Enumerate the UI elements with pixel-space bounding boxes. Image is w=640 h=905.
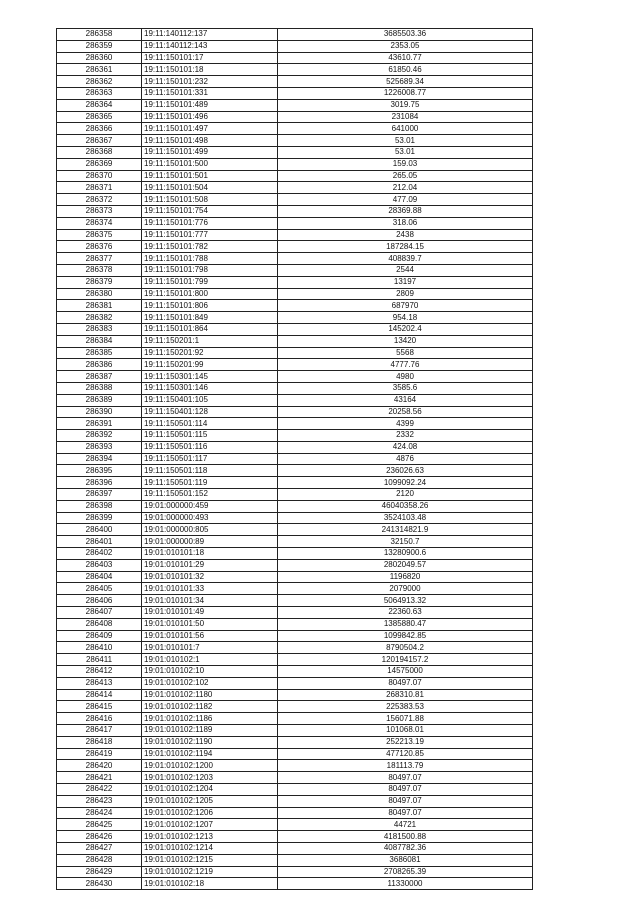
table-row [57, 359, 533, 371]
cadastral-code-cell: 19:01:010102:1207 [142, 819, 278, 831]
cadastral-code-cell: 19:11:150201:92 [142, 347, 278, 359]
value-cell: 1099842.85 [278, 630, 533, 642]
record-id-cell: 286410 [57, 642, 142, 654]
record-id-cell: 286370 [57, 170, 142, 182]
value-cell: 53.01 [278, 146, 533, 158]
table-row [57, 229, 533, 241]
cadastral-code-cell: 19:11:150101:798 [142, 264, 278, 276]
cadastral-code-cell: 19:01:010102:1194 [142, 748, 278, 760]
cadastral-code-cell: 19:11:150101:782 [142, 241, 278, 253]
table-row [57, 666, 533, 678]
cadastral-code-cell: 19:11:150501:115 [142, 430, 278, 442]
value-cell: 1385880.47 [278, 618, 533, 630]
table-row [57, 217, 533, 229]
cadastral-code-cell: 19:11:150501:114 [142, 418, 278, 430]
value-cell: 1099092.24 [278, 477, 533, 489]
value-cell: 2708265.39 [278, 866, 533, 878]
cadastral-code-cell: 19:11:150101:498 [142, 135, 278, 147]
cadastral-code-cell: 19:01:010101:50 [142, 618, 278, 630]
cadastral-code-cell: 19:01:010102:1205 [142, 795, 278, 807]
table-row [57, 276, 533, 288]
table-row [57, 748, 533, 760]
value-cell: 4980 [278, 371, 533, 383]
cadastral-code-cell: 19:01:010101:7 [142, 642, 278, 654]
cadastral-code-cell: 19:11:150101:776 [142, 217, 278, 229]
cadastral-code-cell: 19:01:010102:102 [142, 677, 278, 689]
cadastral-code-cell: 19:11:150101:232 [142, 76, 278, 88]
table-row [57, 312, 533, 324]
cadastral-code-cell: 19:01:010102:1204 [142, 784, 278, 796]
record-id-cell: 286401 [57, 536, 142, 548]
value-cell: 32150.7 [278, 536, 533, 548]
value-cell: 80497.07 [278, 677, 533, 689]
cadastral-code-cell: 19:11:150501:119 [142, 477, 278, 489]
table-row [57, 406, 533, 418]
value-cell: 2079000 [278, 583, 533, 595]
table-row [57, 205, 533, 217]
cadastral-code-cell: 19:01:010102:1182 [142, 701, 278, 713]
value-cell: 22360.63 [278, 607, 533, 619]
record-id-cell: 286403 [57, 559, 142, 571]
record-id-cell: 286408 [57, 618, 142, 630]
record-id-cell: 286358 [57, 29, 142, 41]
record-id-cell: 286398 [57, 500, 142, 512]
table-row [57, 866, 533, 878]
table-row [57, 689, 533, 701]
record-id-cell: 286385 [57, 347, 142, 359]
table-row [57, 40, 533, 52]
value-cell: 236026.63 [278, 465, 533, 477]
table-row [57, 64, 533, 76]
table-row [57, 158, 533, 170]
cadastral-code-cell: 19:01:010101:29 [142, 559, 278, 571]
table-row [57, 430, 533, 442]
value-cell: 156071.88 [278, 713, 533, 725]
value-cell: 3585.6 [278, 382, 533, 394]
record-id-cell: 286416 [57, 713, 142, 725]
table-row [57, 642, 533, 654]
record-id-cell: 286367 [57, 135, 142, 147]
cadastral-code-cell: 19:11:150301:145 [142, 371, 278, 383]
value-cell: 5568 [278, 347, 533, 359]
record-id-cell: 286407 [57, 607, 142, 619]
table-row [57, 87, 533, 99]
record-id-cell: 286426 [57, 831, 142, 843]
value-cell: 44721 [278, 819, 533, 831]
table-row [57, 878, 533, 890]
table-row [57, 135, 533, 147]
cadastral-code-cell: 19:11:150101:497 [142, 123, 278, 135]
table-row [57, 441, 533, 453]
cadastral-code-cell: 19:01:010102:1186 [142, 713, 278, 725]
cadastral-code-cell: 19:11:150101:806 [142, 300, 278, 312]
table-row [57, 583, 533, 595]
table-row [57, 559, 533, 571]
table-row [57, 807, 533, 819]
table-row [57, 453, 533, 465]
table-row [57, 500, 533, 512]
value-cell: 4876 [278, 453, 533, 465]
value-cell: 231084 [278, 111, 533, 123]
cadastral-code-cell: 19:01:010102:1200 [142, 760, 278, 772]
table-row [57, 524, 533, 536]
value-cell: 5064913.32 [278, 595, 533, 607]
cadastral-code-cell: 19:01:010101:18 [142, 548, 278, 560]
record-id-cell: 286422 [57, 784, 142, 796]
value-cell: 265.05 [278, 170, 533, 182]
record-id-cell: 286424 [57, 807, 142, 819]
cadastral-code-cell: 19:11:150101:500 [142, 158, 278, 170]
record-id-cell: 286393 [57, 441, 142, 453]
cadastral-code-cell: 19:11:150401:128 [142, 406, 278, 418]
value-cell: 159.03 [278, 158, 533, 170]
value-cell: 241314821.9 [278, 524, 533, 536]
value-cell: 61850.46 [278, 64, 533, 76]
table-row [57, 618, 533, 630]
record-id-cell: 286423 [57, 795, 142, 807]
cadastral-code-cell: 19:11:150501:118 [142, 465, 278, 477]
cadastral-code-cell: 19:01:010102:1215 [142, 854, 278, 866]
value-cell: 14575000 [278, 666, 533, 678]
table-row [57, 477, 533, 489]
value-cell: 641000 [278, 123, 533, 135]
cadastral-code-cell: 19:11:150101:331 [142, 87, 278, 99]
record-id-cell: 286386 [57, 359, 142, 371]
cadastral-code-cell: 19:11:150301:146 [142, 382, 278, 394]
record-id-cell: 286368 [57, 146, 142, 158]
cadastral-code-cell: 19:11:150101:499 [142, 146, 278, 158]
record-id-cell: 286371 [57, 182, 142, 194]
value-cell: 2438 [278, 229, 533, 241]
table-row [57, 76, 533, 88]
table-row [57, 264, 533, 276]
value-cell: 145202.4 [278, 323, 533, 335]
table-row [57, 713, 533, 725]
value-cell: 2809 [278, 288, 533, 300]
value-cell: 13420 [278, 335, 533, 347]
table-row [57, 123, 533, 135]
value-cell: 954.18 [278, 312, 533, 324]
record-id-cell: 286377 [57, 253, 142, 265]
value-cell: 268310.81 [278, 689, 533, 701]
value-cell: 4181500.88 [278, 831, 533, 843]
table-row [57, 29, 533, 41]
value-cell: 2544 [278, 264, 533, 276]
table-row [57, 323, 533, 335]
value-cell: 2120 [278, 489, 533, 501]
record-id-cell: 286413 [57, 677, 142, 689]
record-id-cell: 286365 [57, 111, 142, 123]
table-row [57, 288, 533, 300]
record-id-cell: 286419 [57, 748, 142, 760]
cadastral-code-cell: 19:11:150101:800 [142, 288, 278, 300]
table-row [57, 760, 533, 772]
record-id-cell: 286375 [57, 229, 142, 241]
record-id-cell: 286396 [57, 477, 142, 489]
record-id-cell: 286390 [57, 406, 142, 418]
record-id-cell: 286394 [57, 453, 142, 465]
record-id-cell: 286372 [57, 194, 142, 206]
value-cell: 80497.07 [278, 772, 533, 784]
record-id-cell: 286397 [57, 489, 142, 501]
record-id-cell: 286395 [57, 465, 142, 477]
record-id-cell: 286391 [57, 418, 142, 430]
table-row [57, 382, 533, 394]
cadastral-code-cell: 19:11:150101:849 [142, 312, 278, 324]
cadastral-code-cell: 19:11:150501:152 [142, 489, 278, 501]
cadastral-code-cell: 19:01:010102:1 [142, 654, 278, 666]
value-cell: 181113.79 [278, 760, 533, 772]
value-cell: 1226008.77 [278, 87, 533, 99]
cadastral-code-cell: 19:11:150501:116 [142, 441, 278, 453]
table-row [57, 595, 533, 607]
table-row [57, 772, 533, 784]
cadastral-code-cell: 19:11:140112:143 [142, 40, 278, 52]
record-id-cell: 286414 [57, 689, 142, 701]
record-id-cell: 286378 [57, 264, 142, 276]
cadastral-code-cell: 19:11:150101:496 [142, 111, 278, 123]
value-cell: 687970 [278, 300, 533, 312]
table-row [57, 111, 533, 123]
cadastral-code-cell: 19:11:150101:788 [142, 253, 278, 265]
value-cell: 4087782.36 [278, 842, 533, 854]
table-row [57, 795, 533, 807]
record-id-cell: 286402 [57, 548, 142, 560]
record-id-cell: 286364 [57, 99, 142, 111]
record-id-cell: 286400 [57, 524, 142, 536]
record-id-cell: 286379 [57, 276, 142, 288]
cadastral-code-cell: 19:01:010102:1203 [142, 772, 278, 784]
cadastral-code-cell: 19:01:010102:1213 [142, 831, 278, 843]
value-cell: 2332 [278, 430, 533, 442]
value-cell: 3524103.48 [278, 512, 533, 524]
cadastral-code-cell: 19:01:000000:89 [142, 536, 278, 548]
value-cell: 1196820 [278, 571, 533, 583]
record-id-cell: 286362 [57, 76, 142, 88]
value-cell: 43610.77 [278, 52, 533, 64]
table-row [57, 465, 533, 477]
record-id-cell: 286388 [57, 382, 142, 394]
record-id-cell: 286420 [57, 760, 142, 772]
value-cell: 11330000 [278, 878, 533, 890]
table-row [57, 371, 533, 383]
table-row [57, 170, 533, 182]
table-row [57, 725, 533, 737]
cadastral-code-cell: 19:11:150101:17 [142, 52, 278, 64]
value-cell: 225383.53 [278, 701, 533, 713]
record-id-cell: 286360 [57, 52, 142, 64]
value-cell: 13197 [278, 276, 533, 288]
table-row [57, 536, 533, 548]
value-cell: 525689.34 [278, 76, 533, 88]
record-id-cell: 286430 [57, 878, 142, 890]
record-id-cell: 286428 [57, 854, 142, 866]
record-id-cell: 286392 [57, 430, 142, 442]
cadastral-code-cell: 19:11:140112:137 [142, 29, 278, 41]
cadastral-code-cell: 19:01:000000:805 [142, 524, 278, 536]
record-id-cell: 286369 [57, 158, 142, 170]
record-id-cell: 286418 [57, 736, 142, 748]
table-row [57, 418, 533, 430]
cadastral-code-cell: 19:11:150101:504 [142, 182, 278, 194]
cadastral-code-cell: 19:01:010101:33 [142, 583, 278, 595]
table-body [57, 29, 533, 890]
table-row [57, 701, 533, 713]
table-row [57, 831, 533, 843]
record-id-cell: 286361 [57, 64, 142, 76]
value-cell: 477.09 [278, 194, 533, 206]
table-row [57, 607, 533, 619]
cadastral-code-cell: 19:01:010102:10 [142, 666, 278, 678]
table-row [57, 394, 533, 406]
value-cell: 80497.07 [278, 807, 533, 819]
value-cell: 187284.15 [278, 241, 533, 253]
value-cell: 28369.88 [278, 205, 533, 217]
table-row [57, 677, 533, 689]
cadastral-code-cell: 19:01:010102:1189 [142, 725, 278, 737]
cadastral-code-cell: 19:01:010102:1206 [142, 807, 278, 819]
table-row [57, 548, 533, 560]
cadastral-code-cell: 19:11:150101:18 [142, 64, 278, 76]
table-row [57, 512, 533, 524]
table-row [57, 241, 533, 253]
record-id-cell: 286376 [57, 241, 142, 253]
record-id-cell: 286384 [57, 335, 142, 347]
cadastral-code-cell: 19:01:010101:49 [142, 607, 278, 619]
record-id-cell: 286425 [57, 819, 142, 831]
record-id-cell: 286412 [57, 666, 142, 678]
cadastral-code-cell: 19:11:150101:754 [142, 205, 278, 217]
cadastral-code-cell: 19:01:010102:1219 [142, 866, 278, 878]
table-row [57, 99, 533, 111]
cadastral-code-cell: 19:11:150201:1 [142, 335, 278, 347]
record-id-cell: 286363 [57, 87, 142, 99]
cadastral-code-cell: 19:11:150201:99 [142, 359, 278, 371]
cadastral-code-cell: 19:11:150101:501 [142, 170, 278, 182]
value-cell: 3685503.36 [278, 29, 533, 41]
cadastral-code-cell: 19:11:150501:117 [142, 453, 278, 465]
record-id-cell: 286383 [57, 323, 142, 335]
value-cell: 13280900.6 [278, 548, 533, 560]
value-cell: 3686081 [278, 854, 533, 866]
record-id-cell: 286406 [57, 595, 142, 607]
table-row [57, 300, 533, 312]
value-cell: 4399 [278, 418, 533, 430]
record-id-cell: 286399 [57, 512, 142, 524]
value-cell: 20258.56 [278, 406, 533, 418]
cadastral-code-cell: 19:11:150101:777 [142, 229, 278, 241]
data-table [56, 28, 533, 890]
value-cell: 120194157.2 [278, 654, 533, 666]
table-row [57, 347, 533, 359]
cadastral-code-cell: 19:01:000000:493 [142, 512, 278, 524]
value-cell: 2802049.57 [278, 559, 533, 571]
cadastral-code-cell: 19:01:010101:56 [142, 630, 278, 642]
record-id-cell: 286415 [57, 701, 142, 713]
table-row [57, 253, 533, 265]
table-row [57, 784, 533, 796]
value-cell: 4777.76 [278, 359, 533, 371]
value-cell: 424.08 [278, 441, 533, 453]
record-id-cell: 286389 [57, 394, 142, 406]
record-id-cell: 286427 [57, 842, 142, 854]
table-row [57, 854, 533, 866]
table-row [57, 736, 533, 748]
cadastral-code-cell: 19:11:150101:799 [142, 276, 278, 288]
record-id-cell: 286404 [57, 571, 142, 583]
value-cell: 3019.75 [278, 99, 533, 111]
table-row [57, 335, 533, 347]
record-id-cell: 286411 [57, 654, 142, 666]
value-cell: 53.01 [278, 135, 533, 147]
value-cell: 318.06 [278, 217, 533, 229]
value-cell: 477120.85 [278, 748, 533, 760]
table-row [57, 819, 533, 831]
table-row [57, 52, 533, 64]
value-cell: 8790504.2 [278, 642, 533, 654]
record-id-cell: 286382 [57, 312, 142, 324]
cadastral-code-cell: 19:01:010102:1190 [142, 736, 278, 748]
record-id-cell: 286373 [57, 205, 142, 217]
value-cell: 252213.19 [278, 736, 533, 748]
cadastral-code-cell: 19:01:010101:32 [142, 571, 278, 583]
value-cell: 80497.07 [278, 795, 533, 807]
cadastral-code-cell: 19:01:010101:34 [142, 595, 278, 607]
value-cell: 43164 [278, 394, 533, 406]
value-cell: 212.04 [278, 182, 533, 194]
table-row [57, 194, 533, 206]
table-row [57, 842, 533, 854]
cadastral-code-cell: 19:11:150101:508 [142, 194, 278, 206]
table-row [57, 630, 533, 642]
record-id-cell: 286359 [57, 40, 142, 52]
record-id-cell: 286380 [57, 288, 142, 300]
cadastral-code-cell: 19:01:010102:18 [142, 878, 278, 890]
cadastral-code-cell: 19:01:000000:459 [142, 500, 278, 512]
record-id-cell: 286409 [57, 630, 142, 642]
record-id-cell: 286421 [57, 772, 142, 784]
record-id-cell: 286387 [57, 371, 142, 383]
value-cell: 408839.7 [278, 253, 533, 265]
cadastral-code-cell: 19:11:150101:864 [142, 323, 278, 335]
cadastral-code-cell: 19:11:150101:489 [142, 99, 278, 111]
value-cell: 2353.05 [278, 40, 533, 52]
record-id-cell: 286405 [57, 583, 142, 595]
record-id-cell: 286366 [57, 123, 142, 135]
table-row [57, 571, 533, 583]
value-cell: 101068.01 [278, 725, 533, 737]
value-cell: 80497.07 [278, 784, 533, 796]
cadastral-code-cell: 19:01:010102:1214 [142, 842, 278, 854]
table-row [57, 654, 533, 666]
cadastral-code-cell: 19:11:150401:105 [142, 394, 278, 406]
record-id-cell: 286381 [57, 300, 142, 312]
value-cell: 46040358.26 [278, 500, 533, 512]
table-row [57, 146, 533, 158]
cadastral-code-cell: 19:01:010102:1180 [142, 689, 278, 701]
record-id-cell: 286417 [57, 725, 142, 737]
table-row [57, 182, 533, 194]
record-id-cell: 286429 [57, 866, 142, 878]
table-row [57, 489, 533, 501]
record-id-cell: 286374 [57, 217, 142, 229]
